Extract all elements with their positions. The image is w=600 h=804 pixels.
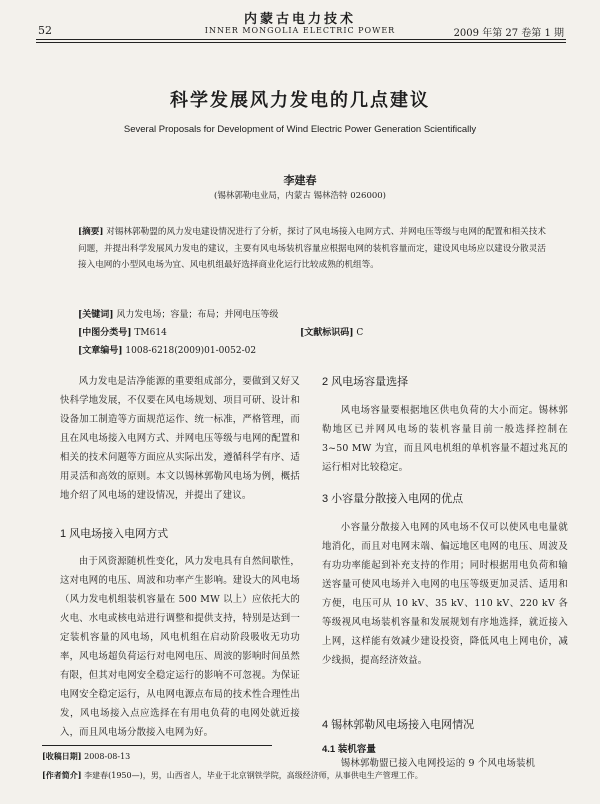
section-3-heading: 3 小容量分散接入电网的优点: [322, 493, 464, 505]
section-1-body: [60, 552, 300, 742]
received-value: 2008-08-13: [84, 752, 131, 761]
section-4-heading: 4 锡林郭勒风电场接入电网情况: [322, 719, 475, 731]
author-bio-label: [作者简介]: [42, 770, 82, 780]
keywords-text: 风力发电场；容量；布局；并网电压等级: [116, 310, 279, 320]
abstract-text: 对锡林郭勒盟的风力发电建设情况进行了分析，探讨了风电场接入电网方式、并网电压等级与电网的配置和相关技术问题，并提出科学发展风力发电的建议，主要有风电场装机容量应根据电网的装机容量而定，建设风电场应以建设分散灵活接入电网的小型风电场为宜、风电机组最好选择商业化运行比较成熟的机组等。: [78, 227, 546, 270]
journal-title-english: INNER MONGOLIA ELECTRIC POWER: [204, 26, 396, 35]
doc-code-value: C: [356, 328, 364, 338]
paper-title: 科学发展风力发电的几点建议: [170, 90, 430, 111]
author-bio: [42, 770, 572, 781]
classification-row: [78, 325, 546, 338]
paper-title-english: Several Proposals for Development of Wind Electric Power Generation Scientifically: [123, 124, 477, 135]
doc-code-label: [文献标识码]: [300, 328, 354, 338]
received-date: [42, 751, 572, 762]
abstract: [78, 224, 546, 274]
keywords: [78, 307, 546, 320]
section-1-text: 由于风资源随机性变化，风力发电具有自然间歇性，这对电网的电压、周波和功率产生影响。建设大的风电场（风力发电机组装机容量在 500 MW 以上）应依托大的火电、水电或核电站进行调整和提供支持，特别是达到一定装机容量的风电场，风电机组在启动阶段吸收无功功率，风电场超负荷运行对电网电压、周波的影响时间虽然有限，但其对电网安全稳定运行的影响不可忽视。为保证电网安全稳定运行，从电网电源点布局的技术性合理性出发，风电场接入点应选择在有用电负荷的电网处就近接入，而且风电场分散接入电网为好。: [60, 556, 300, 738]
article-number-label: [文章编号]: [78, 346, 123, 356]
section-2-text: 风电场容量要根据地区供电负荷的大小而定。锡林郭勒地区已并网风电场的装机容量目前一般选择控制在 3~50 MW 为宜，而且风电机组的单机容量不超过兆瓦的运行相对比较稳定。: [322, 405, 568, 473]
author-name: 李建春: [283, 174, 317, 187]
author-affiliation: (锡林郭勒电业局，内蒙古 锡林浩特 026000): [214, 191, 386, 201]
section-1-heading: 1 风电场接入电网方式: [60, 528, 169, 540]
abstract-label: [摘要]: [78, 227, 104, 237]
issue-info: 2009 年第 27 卷第 1 期: [453, 28, 564, 39]
doc-code: [300, 325, 363, 338]
section-3-text: 小容量分散接入电网的风电场不仅可以使风电电量就地消化，而且对电网末端、偏远地区电网的电压、周波及有功功率能起到补充支持的作用；同时根据用电负荷和输送容量可使风电场并入电网的电压等级更加灵活、适用和方便，电压可从 10 kV、35 kV、110 kV、220 kV 各等级视风电场装机容量和发展规划有序地选择，就近接入上网，这样能有效减少建设投资，降低风电上网电价，减少线损，提高经济效益。: [322, 522, 568, 666]
journal-title: 内蒙古电力技术: [243, 12, 356, 27]
section-3-body: [322, 518, 568, 670]
clc-label: [中图分类号]: [78, 328, 132, 338]
intro-text: 风力发电是洁净能源的重要组成部分，要做到又好又快科学地发展，不仅要在风电场规划、项目可研、设计和设备加工制造等方面规范运作、统一标准，严格管理，而且在风电场接入电网方式、并网电压等级与电网的配置和相关的技术问题等方面应从实际出发，遵循科学有序、适用灵活和高效的原则。本文以锡林郭勒风电场为例，概括地介绍了风电场的建设情况，并提出了建议。: [60, 376, 300, 501]
header-rule-thin: [36, 42, 566, 43]
header-rule: [36, 39, 566, 40]
section-2-body: [322, 401, 568, 477]
keywords-label: [关键词]: [78, 310, 114, 320]
subsection-4-1-heading: 4.1 装机容量: [322, 744, 376, 755]
article-number-value: 1008-6218(2009)01-0052-02: [125, 346, 257, 356]
subsection-4-1-text: 锡林郭勒盟已接入电网投运的 9 个风电场装机: [340, 758, 536, 769]
intro-paragraph: [60, 372, 300, 505]
page-number: 52: [38, 24, 52, 37]
section-2-heading: 2 风电场容量选择: [322, 376, 409, 388]
author-bio-text: 李建春(1950—)，男，山西省人，毕业于北京钢铁学院，高级经济师，从事供电生产管理工作。: [84, 771, 423, 780]
footnote-rule: [42, 745, 272, 746]
article-number: [78, 343, 546, 356]
received-label: [收稿日期]: [42, 751, 82, 761]
clc-value: TM614: [134, 328, 167, 338]
